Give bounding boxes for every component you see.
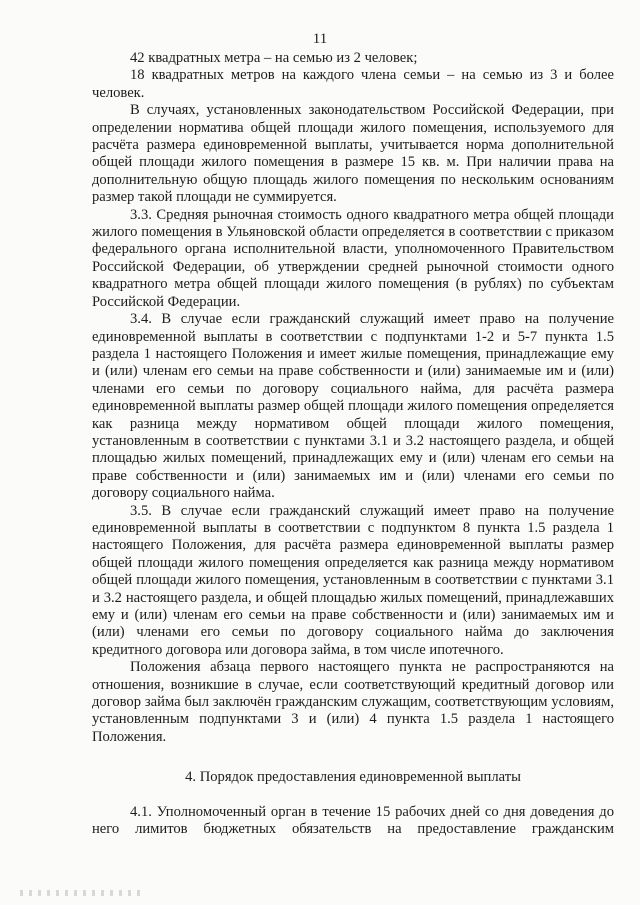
section-4-text [92,804,614,839]
paragraph-norm-3-persons: 18 квадратных метров на каждого члена семьи – на семью из 3 и более человек. [92,67,614,101]
paragraph-norm-2-persons: 42 квадратных метра – на семью из 2 человек; [130,50,418,66]
body-text [92,50,614,746]
paragraph-3-4: 3.4. В случае если гражданский служащий имеет право на получение единовременной выплаты в соответствии с подпунктами 1-2 и 5-7 пункта 1.5 раздела 1 настоящего Положения и имеет жилые помещения, принадлежащие ему и (или) членам его семьи на праве собственности и (или) занимаемые им и (или) членами его семьи по договору социального найма, для расчёта размера единовременной выплаты размер общей площади жилого помещения определяется как разница между нормативом общей площади жилого помещения, установленным в соответствии с пунктами 3.1 и 3.2 настоящего раздела, и общей площадью жилых помещений, принадлежащих ему и (или) членам его семьи на праве собственности и (или) занимаемых им и (или) членами его семьи по договору социального найма. [92,311,614,502]
scan-artifact [20,890,140,896]
paragraph-3-3: 3.3. Средняя рыночная стоимость одного квадратного метра общей площади жилого помещения в Ульяновской области определяется в соответствии с приказом федерального органа исполнительной власти, уполномоченного Правительством Российской Федерации, об утверждении средней рыночной стоимости одного квадратного метра общей площади жилого помещения (в рублях) по субъектам Российской Федерации. [92,206,614,310]
paragraph-additional-area: В случаях, установленных законодательством Российской Федерации, при определении норматива общей площади жилого помещения, используемого для расчёта размера единовременной выплаты, учитывается норма дополнительной общей площади жилого помещения в размере 15 кв. м. При наличии права на дополнительную общую площадь жилого помещения по нескольким основаниям размер такой площади не суммируется. [92,102,614,206]
paragraph-3-5: 3.5. В случае если гражданский служащий имеет право на получение единовременной выплаты в соответствии с подпунктом 8 пункта 1.5 раздела 1 настоящего Положения, для расчёта размера единовременной выплаты размер общей площади жилого помещения определяется как разница между нормативом общей площади жилого помещения, установленным в соответствии с пунктами 3.1 и 3.2 настоящего раздела, и общей площадью жилых помещений, принадлежавших ему и (или) членам его семьи на праве собственности и (или) занимаемых им и (или) членами его семьи по договору социального найма до заключения кредитного договора или договора займа, в том числе ипотечного. [92,502,614,658]
page-number: 11 [312,31,328,47]
section-heading: 4. Порядок предоставления единовременной выплаты [185,769,521,785]
paragraph-4-1: 4.1. Уполномоченный орган в течение 15 рабочих дней со дня доведения до него лимитов бюджетных обязательств на предоставление гражданским [92,804,614,838]
paragraph-3-5-exception: Положения абзаца первого настоящего пункта не распространяются на отношения, возникшие в случае, если соответствующий кредитный договор или договор займа был заключён гражданским служащим, соответствующим условиям, установленным подпунктами 3 и (или) 4 пункта 1.5 раздела 1 настоящего Положения. [92,659,614,745]
